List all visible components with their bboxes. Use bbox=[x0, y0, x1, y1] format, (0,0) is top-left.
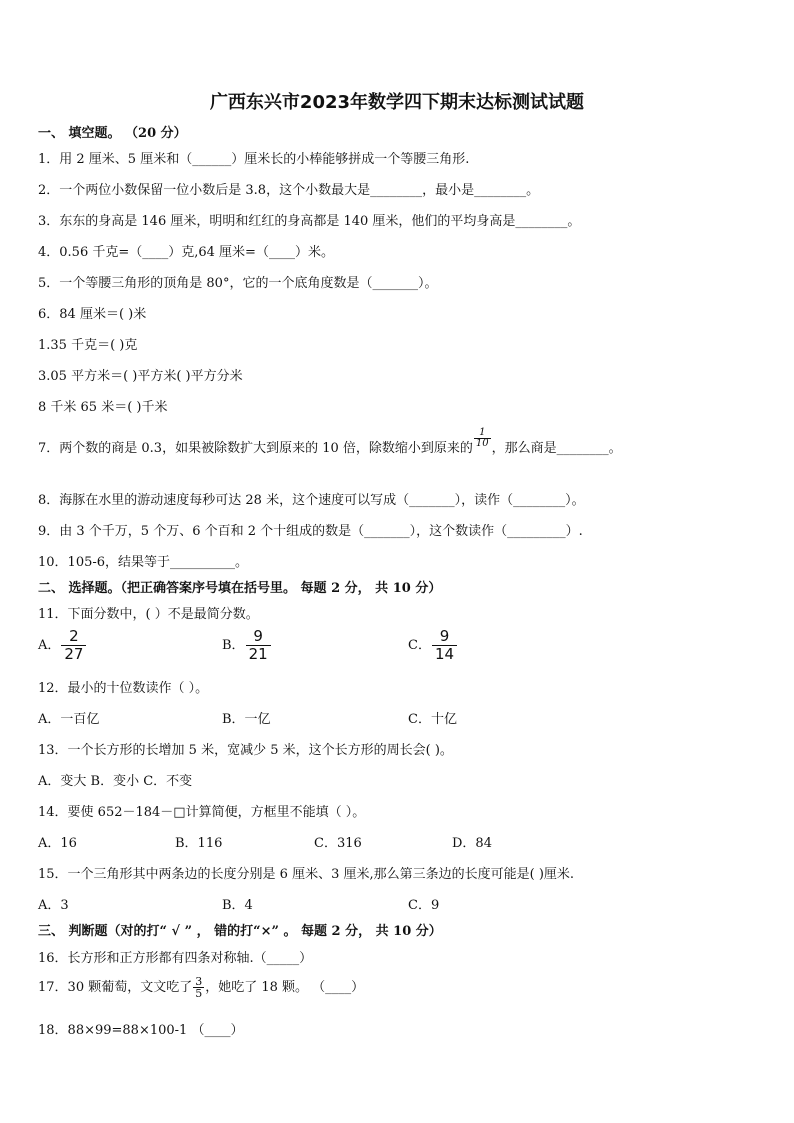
option-fraction bbox=[432, 628, 457, 663]
section-fill-in-heading: 一、 填空题。 （20 分） bbox=[38, 126, 187, 141]
question-17 bbox=[38, 976, 364, 999]
q12-option-a: A．一百亿 bbox=[38, 712, 100, 727]
section-judge-heading: 三、 判断题（对的打“ √ ” ， 错的打“×” 。 每题 2 分， 共 10 分） bbox=[38, 924, 442, 939]
option-label: A． bbox=[38, 638, 61, 653]
question-8: 8．海豚在水里的游动速度每秒可达 28 米，这个速度可以写成（_______），读作（________）。 bbox=[38, 493, 585, 508]
question-3: 3．东东的身高是 146 厘米，明明和红红的身高都是 140 厘米，他们的平均身高是________。 bbox=[38, 214, 581, 229]
question-9: 9．由 3 个千万，5 个万、6 个百和 2 个十组成的数是（_______），这个数读作（_________）. bbox=[38, 524, 583, 539]
fraction-denominator: 27 bbox=[61, 645, 86, 663]
question-11: 11．下面分数中，( ）不是最简分数。 bbox=[38, 607, 259, 622]
question-17-text: 17．30 颗葡萄，文文吃了 bbox=[38, 980, 193, 995]
question-10: 10．105-6，结果等于__________。 bbox=[38, 555, 249, 570]
q14-option-d: D．84 bbox=[452, 836, 492, 851]
q14-option-a: A．16 bbox=[38, 836, 77, 851]
question-4: 4．0.56 千克=（____）克,64 厘米=（____）米。 bbox=[38, 245, 334, 260]
fraction-numerator: 9 bbox=[253, 627, 263, 645]
fraction-denominator: 5 bbox=[195, 987, 203, 1000]
fraction-denominator: 10 bbox=[475, 438, 489, 449]
option-fraction bbox=[246, 628, 271, 663]
question-17-fraction bbox=[193, 976, 204, 999]
question-12: 12．最小的十位数读作（ ）。 bbox=[38, 681, 209, 696]
question-6-line-3: 3.05 平方米＝( )平方米( )平方分米 bbox=[38, 369, 243, 384]
question-6-line-1: 6．84 厘米＝( )米 bbox=[38, 307, 147, 322]
option-label: C． bbox=[408, 638, 431, 653]
question-7 bbox=[38, 428, 622, 456]
fraction-numerator: 3 bbox=[195, 975, 203, 988]
question-7-fraction bbox=[474, 428, 491, 449]
question-15: 15．一个三角形其中两条边的长度分别是 6 厘米、3 厘米,那么第三条边的长度可能是( )厘米. bbox=[38, 867, 575, 882]
question-7-text-end: ，那么商是________。 bbox=[491, 441, 622, 456]
fraction-denominator: 14 bbox=[432, 645, 457, 663]
question-17-text-end: ，她吃了 18 颗。 （____） bbox=[205, 980, 365, 995]
question-14: 14．要使 652－184－□计算简便，方框里不能填（ ）。 bbox=[38, 805, 366, 820]
question-18: 18．88×99=88×100-1 （____） bbox=[38, 1023, 244, 1038]
section-choice-heading: 二、 选择题。（把正确答案序号填在括号里。 每题 2 分， 共 10 分） bbox=[38, 581, 442, 596]
page-title: 广西东兴市2023年数学四下期末达标测试试题 bbox=[209, 92, 585, 113]
q15-option-a: A．3 bbox=[38, 898, 69, 913]
q15-option-b: B．4 bbox=[222, 898, 253, 913]
q14-option-b: B．116 bbox=[175, 836, 223, 851]
fraction-denominator: 21 bbox=[246, 645, 271, 663]
question-6-line-4: 8 千米 65 米＝( )千米 bbox=[38, 400, 168, 415]
question-5: 5．一个等腰三角形的顶角是 80°，它的一个底角度数是（_______）。 bbox=[38, 276, 438, 291]
q11-option-a bbox=[38, 628, 87, 663]
q13-options: A．变大 B．变小 C．不变 bbox=[38, 774, 193, 789]
question-7-text: 7．两个数的商是 0.3，如果被除数扩大到原来的 10 倍，除数缩小到原来的 bbox=[38, 441, 473, 456]
q15-option-c: C．9 bbox=[408, 898, 440, 913]
q12-option-b: B．一亿 bbox=[222, 712, 271, 727]
q14-option-c: C．316 bbox=[314, 836, 362, 851]
q11-option-c bbox=[408, 628, 458, 663]
fraction-numerator: 9 bbox=[439, 627, 450, 645]
q11-option-b bbox=[222, 628, 272, 663]
question-2: 2．一个两位小数保留一位小数后是 3.8，这个小数最大是________，最小是________。 bbox=[38, 183, 540, 198]
q12-option-c: C．十亿 bbox=[408, 712, 457, 727]
question-13: 13．一个长方形的长增加 5 米，宽减少 5 米，这个长方形的周长会( )。 bbox=[38, 743, 453, 758]
option-fraction bbox=[61, 628, 86, 663]
question-16: 16．长方形和正方形都有四条对称轴.（_____） bbox=[38, 951, 313, 966]
fraction-numerator: 2 bbox=[69, 627, 79, 645]
option-label: B． bbox=[222, 638, 245, 653]
fraction-numerator: 1 bbox=[479, 427, 486, 438]
question-6-line-2: 1.35 千克＝( )克 bbox=[38, 338, 138, 353]
question-1: 1．用 2 厘米、5 厘米和（______）厘米长的小棒能够拼成一个等腰三角形. bbox=[38, 152, 470, 167]
